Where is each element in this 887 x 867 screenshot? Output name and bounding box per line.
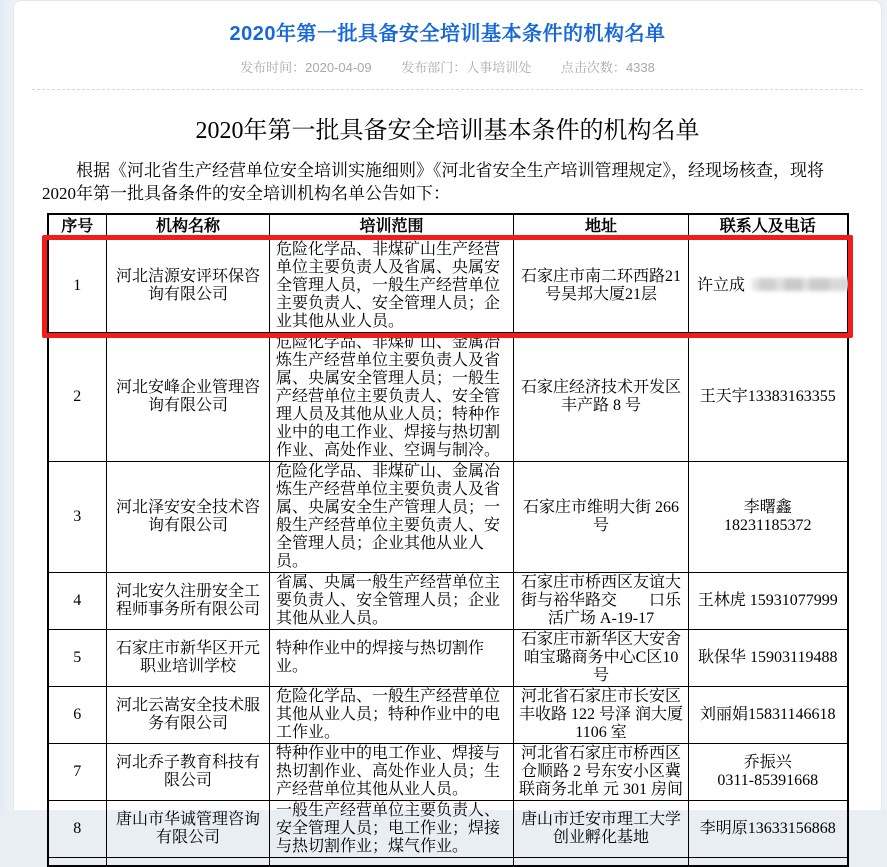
- org-table: [47, 213, 849, 867]
- document-body: [42, 110, 853, 867]
- table-row: [48, 462, 848, 573]
- cell-scope: 危险化学品、一般生产经营单位其他从业人员；特种作业中的电工作业。: [270, 687, 514, 744]
- document-heading: 2020年第一批具备安全培训基本条件的机构名单: [195, 118, 700, 144]
- cell-contact: 乔振兴 0311-85391668: [689, 744, 848, 801]
- cell-org-name: 河北泽安安全技术咨询有限公司: [107, 462, 270, 573]
- cell-no: 6: [48, 687, 107, 744]
- cell-org-name: 河北洁源安评环保咨询有限公司: [107, 240, 270, 333]
- cell-scope: 省属、央属一般生产经营单位主要负责人、安全管理人员；企业其他从业人员。: [270, 573, 514, 630]
- publish-time-value: 2020-04-09: [305, 60, 372, 75]
- cell-org-name: [107, 858, 270, 866]
- cell-contact: 刘丽娟15831146618: [689, 687, 848, 744]
- cell-no: 2: [48, 333, 107, 462]
- cell-address: 唐山市迁安市理工大学创业孵化基地: [514, 801, 689, 858]
- cell-scope: 危险化学品、非煤矿山、金属冶炼生产经营单位主要负责人及省属、央属安全管理人员；一般生产经营单位主要负责人、安全管理人员及其他从业人员；特种作业中的电工作业、焊接与热切割作业、高处作业、空调与制冷。: [270, 333, 514, 462]
- table-row: [48, 744, 848, 801]
- cell-org-name: 唐山市华诚管理咨询有限公司: [107, 801, 270, 858]
- cell-no: [48, 858, 107, 866]
- cell-scope: 危险化学品、非煤矿山、金属冶炼生产经营单位主要负责人及省属、央属安全生产管理人员；一般生产经营单位主要负责人、安全管理人员；企业其他从业人员。: [270, 462, 514, 573]
- post-meta: [14, 57, 881, 76]
- cell-no: 5: [48, 630, 107, 687]
- cell-scope: 危险化学品、非煤矿山生产经营单位主要负责人及省属、央属安全管理人员，一般生产经营单位主要负责人、安全管理人员；企业其他从业人员。: [270, 240, 514, 333]
- publish-department-label: 发布部门：: [401, 60, 467, 75]
- cell-address: 石家庄市维明大街 266 号: [514, 462, 689, 573]
- cell-contact: 李曙鑫 18231185372: [689, 462, 848, 573]
- cell-org-name: 河北乔子教育科技有限公司: [107, 744, 270, 801]
- cell-address: 河北省石家庄市桥西区仓顺路 2 号东安小区冀联商务北单 元 301 房间: [514, 744, 689, 801]
- intro-paragraph: 根据《河北省生产经营单位安全培训实施细则》《河北省安全生产培训管理规定》，经现场核查，现将2020年第一批具备条件的安全培训机构名单公告如下：: [42, 161, 824, 203]
- cell-contact: 王天宇13383163355: [689, 333, 848, 462]
- cell-no: 4: [48, 573, 107, 630]
- table-row: [48, 333, 848, 462]
- cell-org-name: 河北安久注册安全工程师事务所有限公司: [107, 573, 270, 630]
- cell-address: 石家庄市桥西区友谊大街与裕华路交 口乐活广场 A-19-17: [514, 573, 689, 630]
- cell-contact: [689, 858, 848, 866]
- header-org-name: 机构名称: [107, 214, 270, 240]
- cell-contact: 王林虎 15931077999: [689, 573, 848, 630]
- cell-contact: 许立成: [689, 240, 848, 333]
- header-no: 序号: [48, 214, 107, 240]
- cell-org-name: 石家庄市新华区开元职业培训学校: [107, 630, 270, 687]
- cell-contact: 耿保华 15903119488: [689, 630, 848, 687]
- table-row: [48, 687, 848, 744]
- divider: [32, 89, 863, 90]
- table-header-row: [48, 214, 848, 240]
- table-row: [48, 240, 848, 333]
- cell-no: 1: [48, 240, 107, 333]
- cell-scope: 一般生产经营单位主要负责人、安全管理人员；电工作业；焊接与热切割作业；煤气作业。: [270, 801, 514, 858]
- cell-address: 石家庄市新华区大安舍咱宝璐商务中心C区10号: [514, 630, 689, 687]
- header-address: 地址: [514, 214, 689, 240]
- cell-address: 石家庄市南二环西路21号昊邦大厦21层: [514, 240, 689, 333]
- table-row: [48, 858, 848, 866]
- publish-time: [240, 60, 372, 75]
- cell-contact: 李明原13633156868: [689, 801, 848, 858]
- article-card: [13, 0, 882, 855]
- table-row: [48, 801, 848, 858]
- publish-department: [401, 60, 531, 75]
- table-row: [48, 630, 848, 687]
- header-scope: 培训范围: [270, 214, 514, 240]
- header-contact: 联系人及电话: [689, 214, 848, 240]
- publish-department-value: 人事培训处: [466, 60, 532, 75]
- org-table-wrap: [42, 213, 853, 867]
- cell-org-name: 河北安峰企业管理咨询有限公司: [107, 333, 270, 462]
- cell-scope: [270, 858, 514, 866]
- cell-no: 8: [48, 801, 107, 858]
- click-count: [561, 60, 655, 75]
- cell-no: 3: [48, 462, 107, 573]
- table-row: [48, 573, 848, 630]
- cell-address: [514, 858, 689, 866]
- cell-no: 7: [48, 744, 107, 801]
- cell-scope: 特种作业中的电工作业、焊接与热切割作业、高处作业人员；生产经营单位其他从业人员。: [270, 744, 514, 801]
- publish-time-label: 发布时间：: [240, 60, 306, 75]
- redacted-phone: [752, 278, 842, 291]
- cell-address: 石家庄经济技术开发区丰产路 8 号: [514, 333, 689, 462]
- page-title: 2020年第一批具备安全培训基本条件的机构名单: [229, 23, 666, 45]
- click-count-value: 4338: [625, 60, 655, 75]
- click-count-label: 点击次数：: [560, 60, 626, 75]
- cell-org-name: 河北云嵩安全技术服务有限公司: [107, 687, 270, 744]
- cell-address: 河北省石家庄市长安区丰收路 122 号泽 润大厦 1106 室: [514, 687, 689, 744]
- cell-scope: 特种作业中的焊接与热切割作业。: [270, 630, 514, 687]
